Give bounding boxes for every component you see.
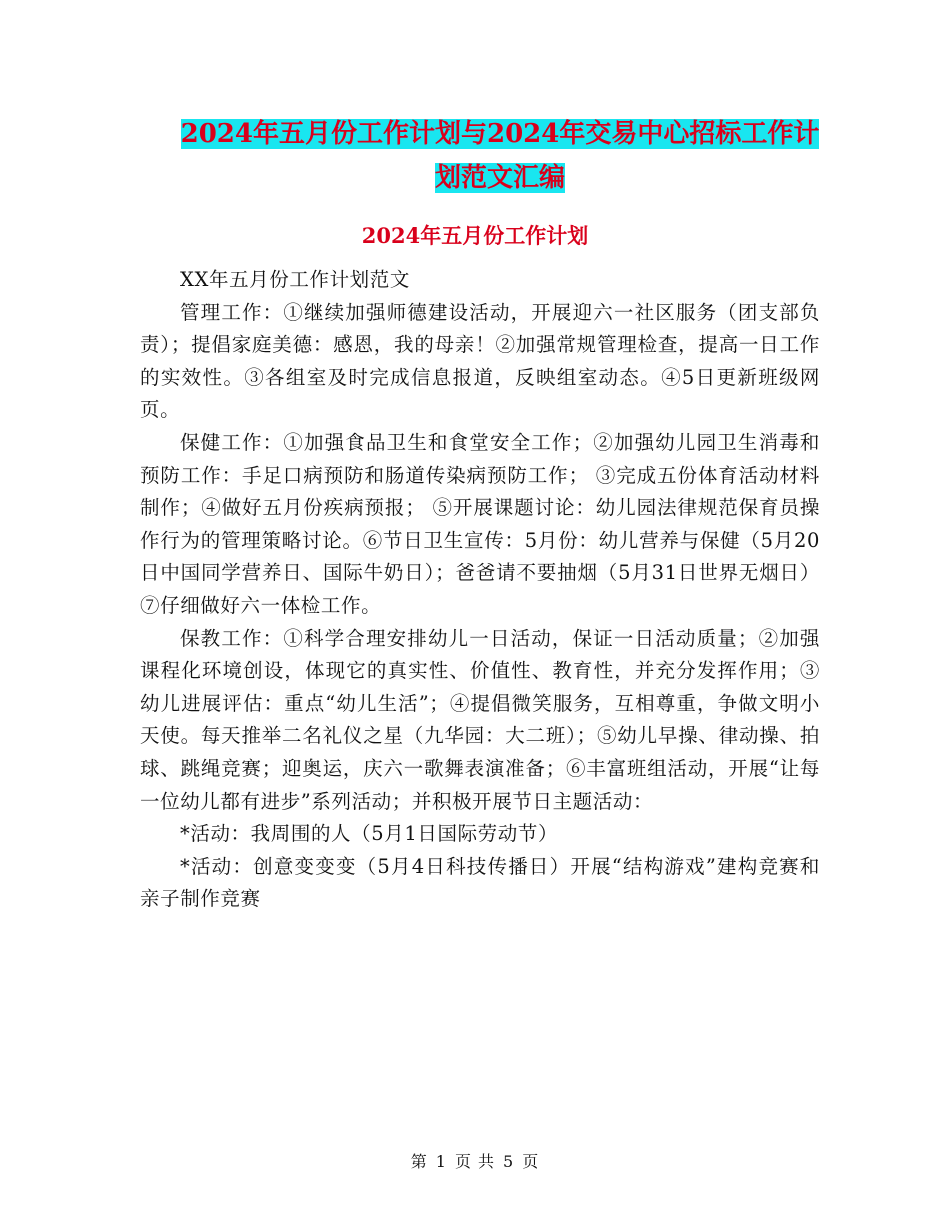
section-title: 2024年五月份工作计划	[361, 223, 589, 248]
page-footer	[0, 1150, 950, 1174]
document-body	[140, 264, 820, 916]
footer-suffix: 页	[522, 1152, 540, 1171]
document-title-line-2: 划范文汇编	[434, 163, 565, 193]
footer-prefix: 第	[410, 1152, 428, 1171]
paragraph-activity-1: *活动：我周围的人（5月1日国际劳动节）	[180, 822, 559, 846]
footer-page-number: 1	[435, 1152, 447, 1171]
footer-page-total: 5	[503, 1152, 515, 1171]
paragraph-management: 管理工作：①继续加强师德建设活动，开展迎六一社区服务（团支部负责）；提倡家庭美德：感恩，我的母亲！②加强常规管理检查，提高一日工作的实效性。③各组室及时完成信息报道，反映组室动态。④5日更新班级网页。	[140, 300, 820, 422]
document-title-line-1: 2024年五月份工作计划与2024年交易中心招标工作计	[180, 119, 820, 149]
paragraph-healthcare: 保健工作：①加强食品卫生和食堂安全工作；②加强幼儿园卫生消毒和预防工作：手足口病预防和肠道传染病预防工作； ③完成五份体育活动材料制作；④做好五月份疾病预报； ⑤开展课题讨论：幼儿园法律规范保育员操作行为的管理策略讨论。⑥节日卫生宣传：5月份：幼儿营养与保健（5月20日中国同学营养日、国际牛奶日）；爸爸请不要抽烟（5月31日世界无烟日）⑦仔细做好六一体检工作。	[140, 430, 820, 617]
document-title	[120, 112, 880, 200]
paragraph-intro: XX年五月份工作计划范文	[180, 268, 410, 291]
footer-mid: 页 共	[454, 1152, 496, 1171]
paragraph-activity-2: *活动：创意变变变（5月4日科技传播日）开展“结构游戏”建构竞赛和亲子制作竞赛	[140, 854, 820, 911]
paragraph-education: 保教工作：①科学合理安排幼儿一日活动，保证一日活动质量；②加强课程化环境创设，体现它的真实性、价值性、教育性，并充分发挥作用；③幼儿进展评估：重点“幼儿生活”；④提倡微笑服务，互相尊重，争做文明小天使。每天推举二名礼仪之星（九华园：大二班）；⑤幼儿早操、律动操、拍球、跳绳竞赛；迎奥运，庆六一歌舞表演准备；⑥丰富班组活动，开展“让每一位幼儿都有进步”系列活动；并积极开展节日主题活动：	[140, 626, 820, 813]
